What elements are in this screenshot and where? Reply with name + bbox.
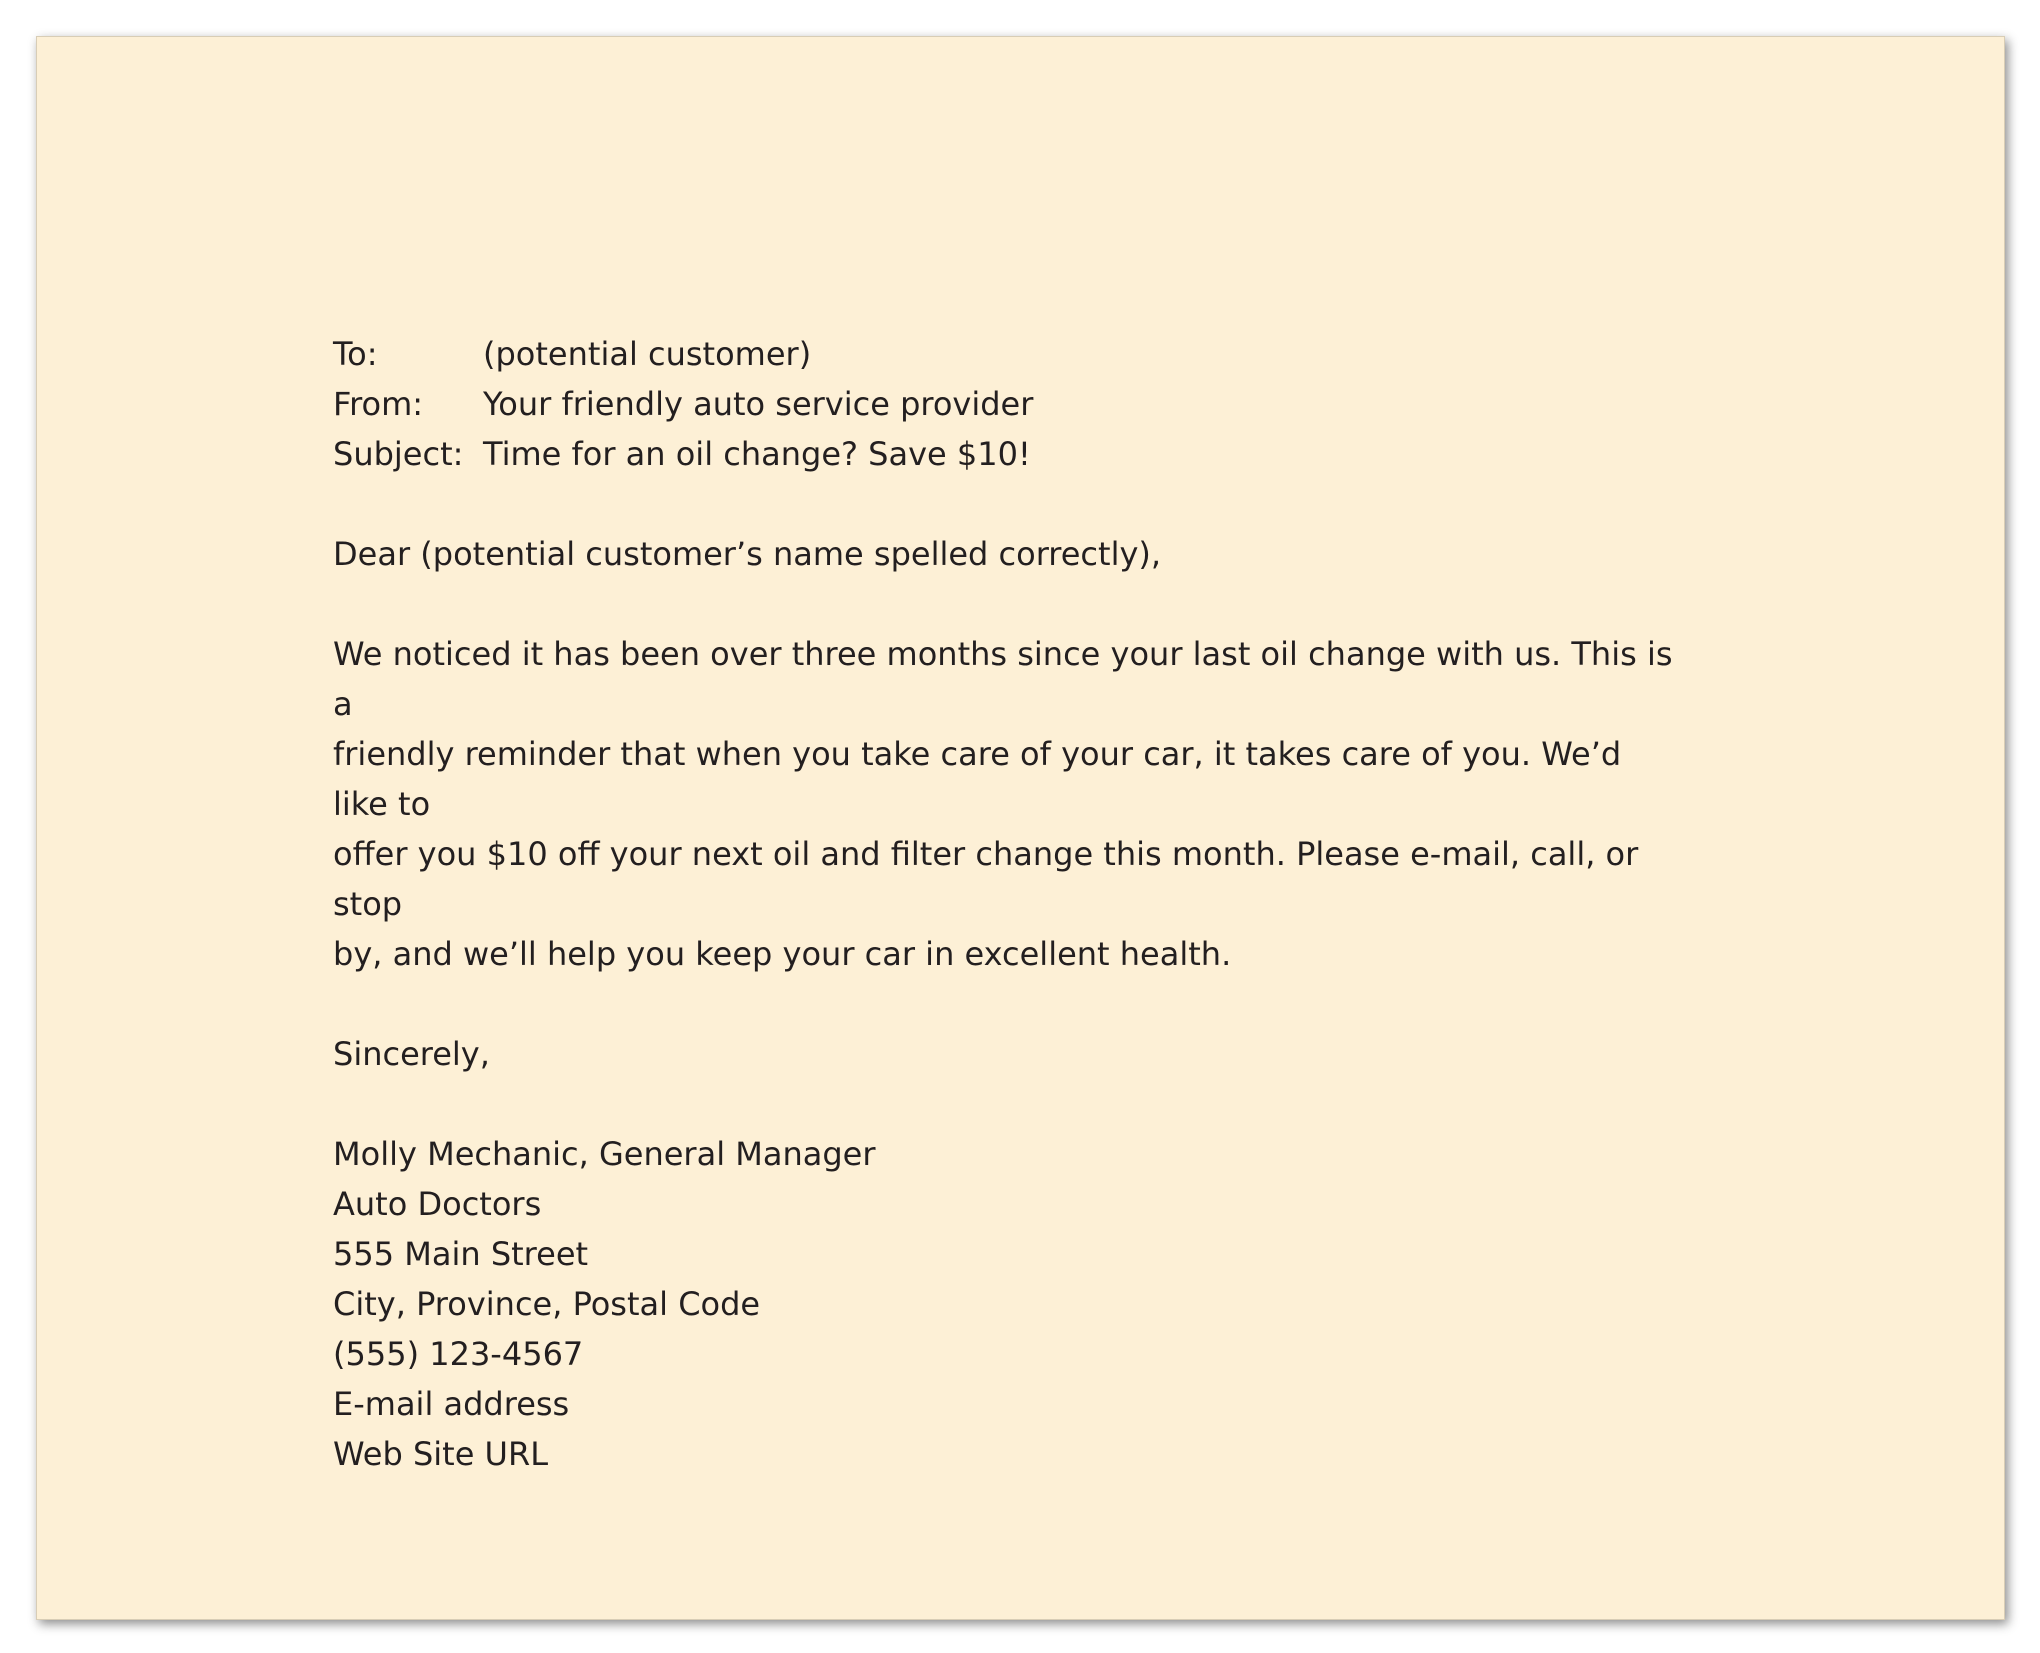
signature-name-title: Molly Mechanic, General Manager — [333, 1135, 876, 1173]
memo-from-label: From: — [333, 385, 424, 423]
memo-subject-value: Time for an oil change? Save $10! — [483, 435, 1031, 473]
memo-from-value: Your friendly auto service provider — [483, 385, 1034, 423]
signature-company: Auto Doctors — [333, 1185, 542, 1223]
memo-to-value: (potential customer) — [483, 335, 812, 373]
signature-website: Web Site URL — [333, 1435, 549, 1473]
letter-content — [333, 329, 1733, 1479]
signature-phone: (555) 123-4567 — [333, 1335, 584, 1373]
memo-header — [333, 329, 1733, 479]
memo-subject-label: Subject: — [333, 435, 464, 473]
memo-subject-row — [333, 429, 1733, 479]
signature-block — [333, 1129, 1733, 1479]
salutation: Dear (potential customer’s name spelled correctly), — [333, 535, 1162, 573]
signature-street: 555 Main Street — [333, 1235, 589, 1273]
signature-city-line: City, Province, Postal Code — [333, 1285, 761, 1323]
memo-from-row — [333, 379, 1733, 429]
memo-to-label: To: — [333, 335, 378, 373]
signature-email: E-mail address — [333, 1385, 570, 1423]
memo-to-row — [333, 329, 1733, 379]
closing: Sincerely, — [333, 1035, 490, 1073]
body-paragraph: We noticed it has been over three months since your last oil change with us. This is a friendly reminder that when you take care of your car, it takes care of you. We’d like to offer you $10 off your next oil and filter change this month. Please e-mail, call, or stop by, and we’ll help you keep your car in excellent health. — [333, 635, 1673, 973]
